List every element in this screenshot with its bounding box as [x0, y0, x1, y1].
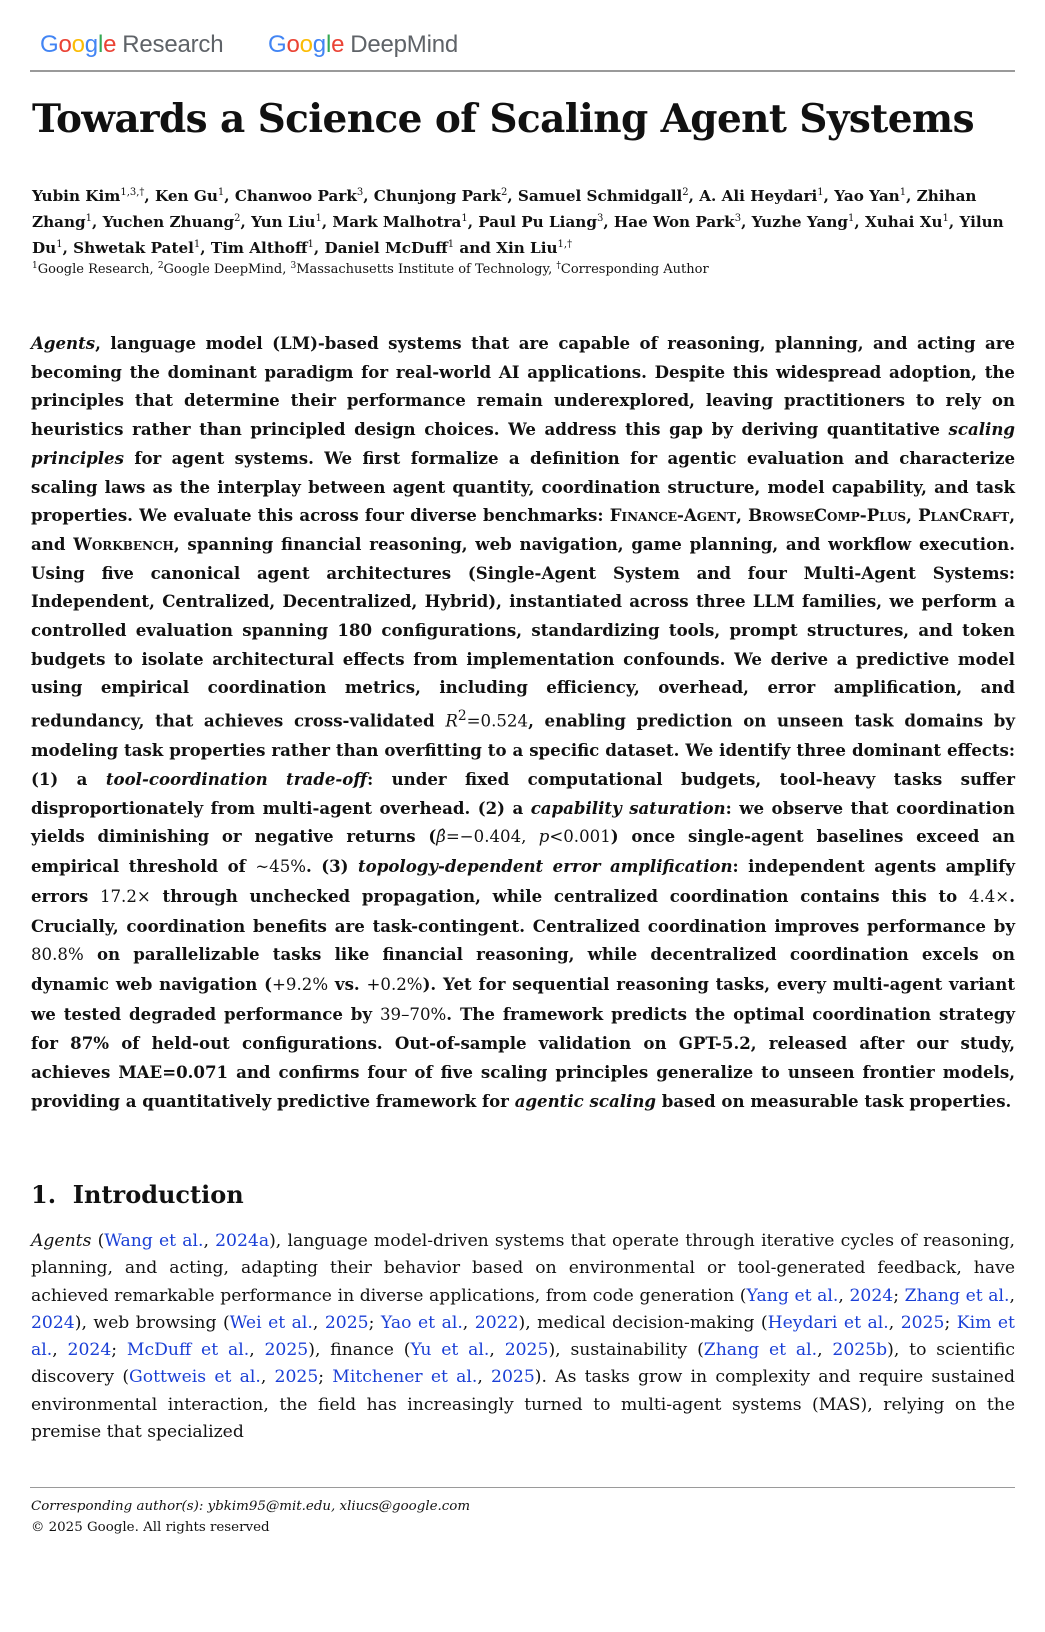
author-affiliation-marker: 3	[734, 213, 742, 224]
author-affiliation-marker: 3	[596, 213, 604, 224]
benchmark-name: Finance-Agent	[609, 505, 737, 526]
intro-paragraph: Agents (Wang et al., 2024a), language model-driven systems that operate through iterative cycles of reasoning, planning, and acting, adapting their behavior based on environmental or tool-generated feedback, have achieved remarkable performance in diverse applications, from code generation (Yang et al., 2024; Zhang et al., 2024), web browsing (Wei et al., 2025; Yao et al., 2022), medical decision-making (Heydari et al., 2025; Kim et al., 2024; McDuff et al., 2025), finance (Yu et al., 2025), sustainability (Zhang et al., 2025b), to scientific discovery (Gottweis et al., 2025; Mitchener et al., 2025). As tasks grow in complexity and require sustained environmental interaction, the field has increasingly turned to multi-agent systems (MAS), relying on the premise that specialized	[31, 1231, 1016, 1443]
citation-link[interactable]: 2025	[900, 1312, 945, 1333]
author-name: Yuchen Zhuang	[102, 213, 235, 231]
author-affiliation-marker: 1	[848, 213, 855, 224]
author-name: Yun Liu	[251, 213, 316, 231]
citation-link[interactable]: 2024	[31, 1312, 75, 1333]
author-affiliation-marker: 1	[307, 239, 314, 250]
affiliation-name: Google Research	[37, 262, 150, 277]
author-affiliation-marker: 2	[500, 187, 508, 198]
author-affiliation-marker: 1	[817, 187, 824, 198]
citation-link[interactable]: Yu et al.	[410, 1340, 490, 1361]
citation-link[interactable]: Wei et al.	[229, 1312, 313, 1333]
affiliation-name: Corresponding Author	[560, 262, 709, 277]
google-deepmind-logo	[268, 31, 458, 59]
page-header	[40, 28, 1015, 72]
author-name: Yubin Kim	[32, 187, 121, 205]
citation-link[interactable]: Gottweis et al.	[129, 1367, 261, 1388]
affiliation-marker: 3	[290, 261, 297, 271]
benchmark-name: PlanCraft	[918, 505, 1010, 526]
section-heading-introduction: 1. Introduction	[31, 1180, 244, 1209]
author-affiliation-marker: 1,3,†	[120, 187, 145, 198]
author-affiliation-marker: 1	[85, 213, 93, 224]
author-name: Paul Pu Liang	[478, 213, 597, 231]
author-name: Chanwoo Park	[234, 187, 357, 205]
google-wordmark: Google	[268, 31, 345, 58]
citation-link[interactable]: 2024	[849, 1285, 894, 1306]
author-name: A. Ali Heydari	[699, 187, 818, 205]
citation-link[interactable]: Wang et al.	[104, 1231, 204, 1251]
author-affiliation-marker: 1	[899, 187, 907, 198]
author-name: Yao Yan	[834, 187, 900, 205]
benchmark-name: Workbench	[73, 533, 174, 554]
author-affiliation-marker: 3	[356, 187, 364, 198]
benchmark-name: BrowseComp-Plus	[748, 505, 907, 526]
author-name: Hae Won Park	[613, 213, 735, 231]
corresponding-authors: Corresponding author(s): ybkim95@mit.edu, xliucs@google.com	[31, 1499, 471, 1514]
author-affiliation-marker: 1,†	[557, 239, 573, 250]
header-divider	[30, 70, 1015, 72]
citation-link[interactable]: 2024	[67, 1340, 112, 1361]
paper-title: Towards a Science of Scaling Agent Systems	[32, 96, 974, 142]
citation-link[interactable]: 2025	[491, 1367, 535, 1388]
affiliation-marker: 1	[32, 261, 38, 271]
author-name: Yilun Du	[32, 213, 1004, 257]
google-research-logo	[40, 31, 223, 59]
author-affiliation-marker: 2	[234, 213, 241, 224]
author-list: Yubin Kim$^{1,3,\dagger}$, Ken Gu$^1$, Chanwoo Park$^3$, Chunjong Park$^2$, Samuel Schmidgall$^2$, A. Ali Heydari$^1$, Yao Yan$^1$, Zhihan Zhang$^1$, Yuchen Zhuang$^2$, Yun Liu$^1$, Mark Malhotra$^1$, Paul Pu Liang$^3$, Hae Won Park$^3$, Yuzhe Yang$^1$, Xuhai Xu$^1$, Yilun Du$^1$, Shwetak Patel$^1$, Tim Althoff$^1$, Daniel McDuff$^1$ and Xin Liu$^{1,\dagger}$	[32, 187, 1004, 257]
introduction-body	[31, 1228, 1015, 1446]
author-name: Chunjong Park	[373, 187, 501, 205]
author-name: Yuzhe Yang	[751, 213, 848, 231]
author-name: Ken Gu	[155, 187, 218, 205]
citation-link[interactable]: 2025	[504, 1340, 549, 1361]
author-affiliation-marker: 1	[447, 239, 455, 250]
abstract-paragraph: Agents, language model (LM)-based systems that are capable of reasoning, planning, and acting are becoming the dominant paradigm for real-world AI applications. Despite this widespread adoption, the principles that determine their performance remain underexplored, leaving practitioners to rely on heuristics rather than principled design choices. We address this gap by deriving quantitative scaling principles for agent systems. We first formalize a definition for agentic evaluation and characterize scaling laws as the interplay between agent quantity, coordination structure, model capability, and task properties. We evaluate this across four diverse benchmarks: Finance-Agent, BrowseComp-Plus, PlanCraft, and Workbench, spanning financial reasoning, web navigation, game planning, and workflow execution. Using five canonical agent architectures (Single-Agent System and four Multi-Agent Systems: Independent, Centralized, Decentralized, Hybrid), instantiated across three LLM families, we perform a controlled evaluation spanning 180 configurations, standardizing tools, prompt structures, and token budgets to isolate architectural effects from implementation confounds. We derive a predictive model using empirical coordination metrics, including efficiency, overhead, error amplification, and redundancy, that achieves cross-validated $R^2=0.524$, enabling prediction on unseen task domains by modeling task properties rather than overfitting to a specific dataset. We identify three dominant effects: (1) a tool-coordination trade-off: under fixed computational budgets, tool-heavy tasks suffer disproportionately from multi-agent overhead. (2) a capability saturation: we observe that coordination yields diminishing or negative returns (β̂=−0.404, p<0.001) once single-agent baselines exceed an empirical threshold of ∼45%. (3) topology-dependent error amplification: independent agents amplify errors 17.2× through unchecked propagation, while centralized coordination contains this to 4.4×. Crucially, coordination benefits are task-contingent. Centralized coordination improves performance by 80.8% on parallelizable tasks like financial reasoning, while decentralized coordination excels on dynamic web navigation (+9.2% vs. +0.2%). Yet for sequential reasoning tasks, every multi-agent variant we tested degraded performance by 39–70%. The framework predicts the optimal coordination strategy for 87% of held-out configurations. Out-of-sample validation on GPT-5.2, released after our study, achieves MAE=0.071 and confirms four of five scaling principles generalize to unseen frontier models, providing a quantitatively predictive framework for agentic scaling based on measurable task properties.	[31, 333, 1015, 1111]
citation-link[interactable]: 2025	[324, 1312, 369, 1333]
citation-link[interactable]: Heydari et al.	[767, 1312, 889, 1333]
affiliation-list: $^1$Google Research, $^2$Google DeepMind, $^3$Massachusetts Institute of Technology, †Corresponding Author	[32, 261, 709, 277]
citation-link[interactable]: Kim et al.	[31, 1312, 1015, 1361]
author-name: Mark Malhotra	[332, 213, 462, 231]
author-name: Xin Liu	[496, 239, 558, 257]
citation-link[interactable]: Zhang et al.	[703, 1340, 818, 1361]
author-name: Zhihan Zhang	[32, 187, 977, 231]
author-affiliation-marker: 1	[217, 187, 225, 198]
citation-link[interactable]: McDuff et al.	[126, 1340, 250, 1361]
logo-research-label: Research	[122, 31, 224, 58]
citation-link[interactable]: Mitchener et al.	[332, 1367, 478, 1388]
author-name: Samuel Schmidgall	[517, 187, 683, 205]
author-name: Tim Althoff	[210, 239, 308, 257]
citation-link[interactable]: 2025	[264, 1340, 309, 1361]
citation-link[interactable]: 2025b	[832, 1340, 888, 1361]
logo-deepmind-label: DeepMind	[350, 31, 459, 58]
affiliation-name: Massachusetts Institute of Technology	[296, 262, 549, 277]
author-name: Shwetak Patel	[73, 239, 194, 257]
author-affiliation-marker: 1	[315, 213, 322, 224]
author-affiliation-marker: 1	[193, 239, 201, 250]
author-name: Xuhai Xu	[864, 213, 943, 231]
copyright-notice: © 2025 Google. All rights reserved	[31, 1520, 270, 1535]
citation-link[interactable]: Yao et al.	[380, 1312, 463, 1333]
affiliation-name: Google DeepMind	[163, 262, 283, 277]
citation-link[interactable]: 2022	[474, 1312, 519, 1333]
affiliation-marker: †	[556, 261, 561, 271]
author-affiliation-marker: 2	[682, 187, 689, 198]
page-footer	[31, 1496, 1015, 1538]
author-affiliation-marker: 1	[56, 239, 63, 250]
author-affiliation-marker: 1	[461, 213, 468, 224]
affiliation-marker: 2	[157, 261, 164, 271]
google-wordmark: Google	[40, 31, 117, 58]
citation-link[interactable]: Zhang et al.	[904, 1285, 1010, 1306]
author-name: Daniel McDuff	[324, 239, 448, 257]
citation-link[interactable]: Yang et al.	[746, 1285, 839, 1306]
footer-divider	[30, 1487, 1015, 1488]
author-affiliation-marker: 1	[942, 213, 949, 224]
citation-link[interactable]: 2025	[274, 1367, 319, 1388]
abstract	[31, 329, 1015, 1116]
citation-link[interactable]: 2024a	[215, 1231, 270, 1251]
